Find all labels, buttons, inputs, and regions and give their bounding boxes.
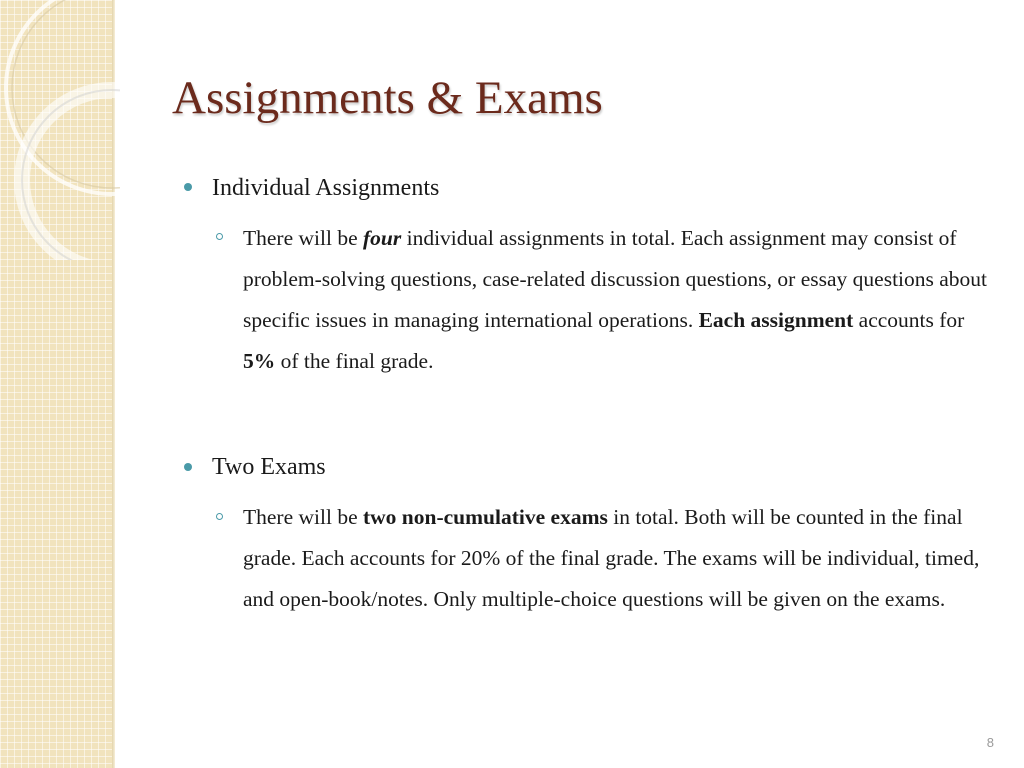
text-run: two non-cumulative exams (363, 505, 608, 529)
section-body-assignments (243, 218, 991, 382)
text-run: There will be (243, 226, 363, 250)
text-run: There will be (243, 505, 363, 529)
bullet-ring-icon (216, 233, 223, 240)
text-run: in total. Both will be counted in the final grade. Each accounts for 20% of the final grade. The exams will be individual, timed, and open-book/notes. Only multiple-choice questions will be given on the exams. (243, 505, 980, 611)
section-heading-exams: Two Exams (212, 454, 326, 480)
bullet-ring-icon (216, 513, 223, 520)
text-run: accounts for (853, 308, 965, 332)
page-number: 8 (986, 735, 994, 750)
bullet-dot-icon (184, 463, 192, 471)
text-run: 5% (243, 349, 276, 373)
text-run: Each assignment (698, 308, 854, 332)
text-run: four (363, 226, 402, 250)
text-run: of the final grade. (275, 349, 434, 373)
slide-title: Assignments & Exams (172, 72, 603, 124)
section-heading-assignments: Individual Assignments (212, 175, 440, 201)
section-body-exams (243, 497, 991, 620)
bullet-dot-icon (184, 183, 192, 191)
text-run: individual assignments in total. Each assignment may consist of problem-solving questions, case-related discussion questions, or essay questions about specific issues in managing international operations. (243, 226, 988, 332)
